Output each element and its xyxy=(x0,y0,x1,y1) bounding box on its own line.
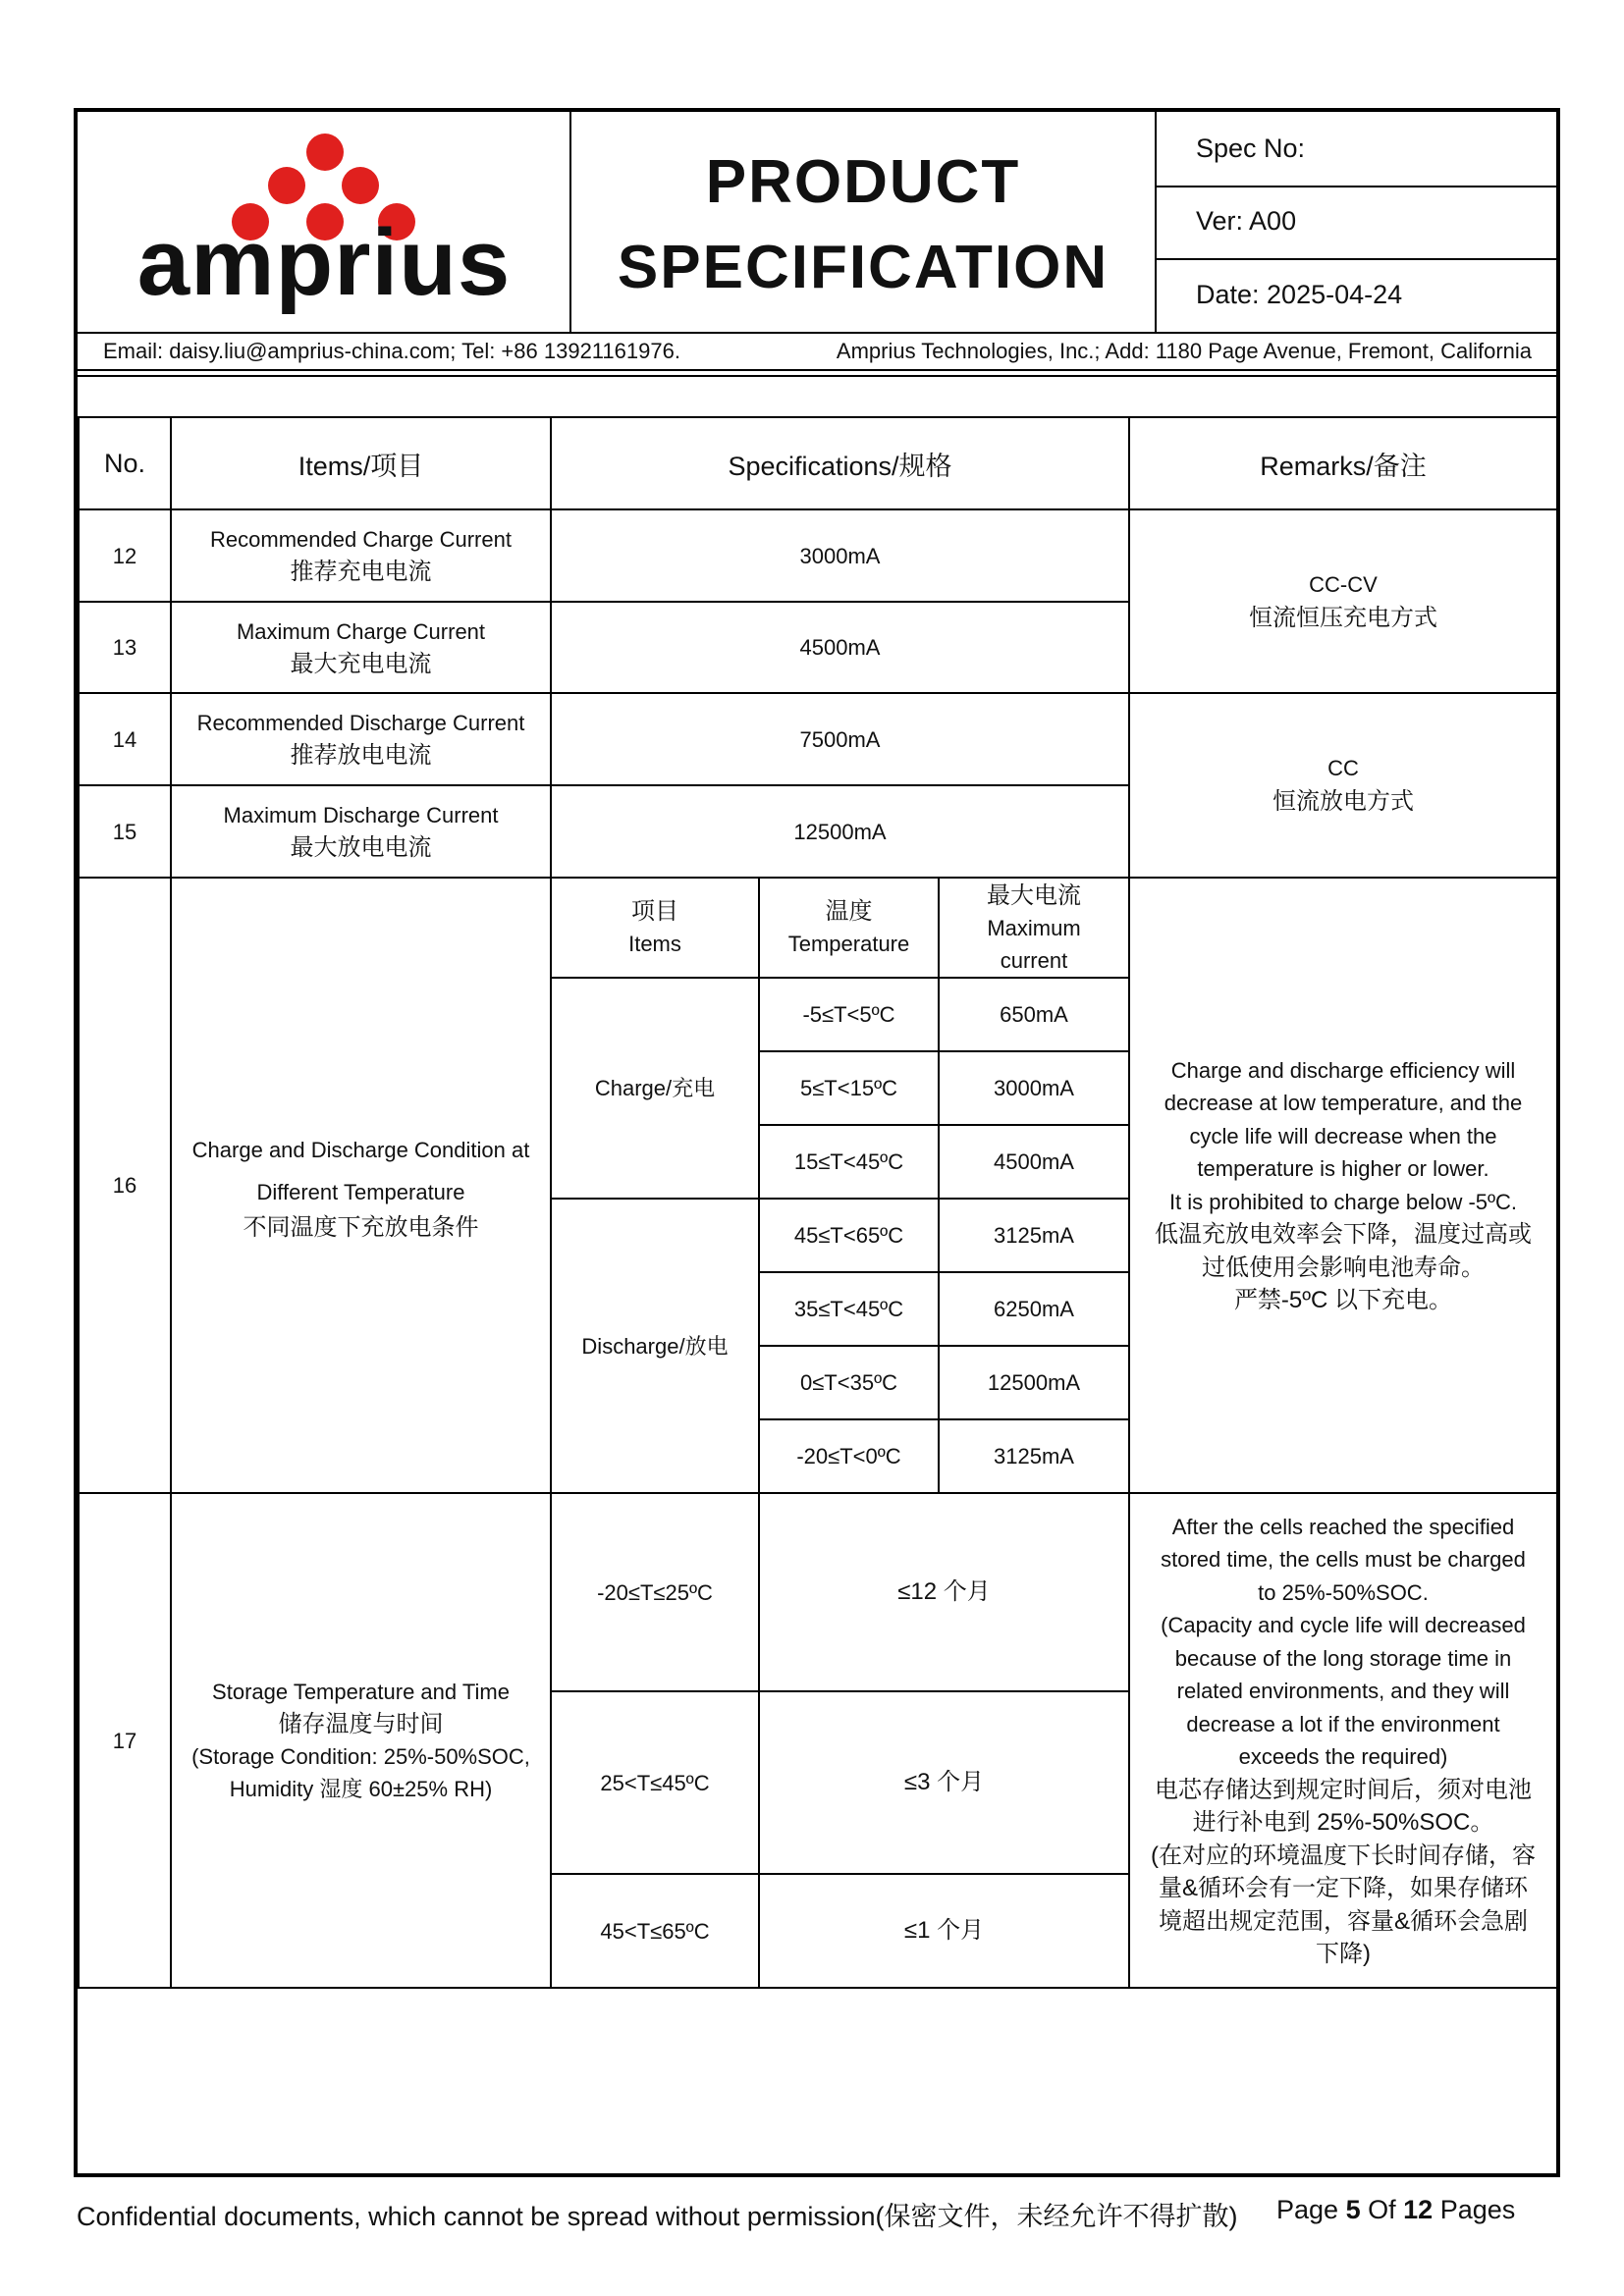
remark-line: to 25%-50%SOC. xyxy=(1258,1579,1429,1605)
remark-line: decrease a lot if the environment xyxy=(1186,1711,1500,1736)
current-cell: 3000mA xyxy=(994,1076,1074,1100)
spec-no: Spec No: xyxy=(1196,133,1306,163)
remark-line: 量&循环会有一定下降，如果存储环 xyxy=(1158,1875,1528,1901)
row-item-en: Maximum Charge Current xyxy=(236,618,486,644)
row-item-zh: 最大放电电流 xyxy=(290,834,432,861)
sub-header-max-current-en: Maximum xyxy=(987,915,1081,940)
temperature-cell: 45≤T<65ºC xyxy=(793,1223,904,1248)
remark-line: Charge and discharge efficiency will xyxy=(1170,1057,1516,1083)
row-item-en: Maximum Discharge Current xyxy=(223,803,499,828)
remark-line: 严禁-5ºC 以下充电。 xyxy=(1233,1287,1453,1313)
row-item xyxy=(172,510,550,601)
remark-line: exceeds the required) xyxy=(1238,1744,1448,1769)
row-spec: 7500mA xyxy=(799,726,881,752)
remark-line: 电芯存储达到规定时间后，须对电池 xyxy=(1155,1776,1532,1803)
confidential-notice: Confidential documents, which cannot be spread without permission(保密文件，未经允许不得扩散) xyxy=(77,2202,1238,2231)
temperature-cell: 5≤T<15ºC xyxy=(800,1076,897,1100)
row-item xyxy=(172,1494,550,1987)
storage-time-cell: ≤1 个月 xyxy=(903,1917,985,1944)
temperature-cell: 0≤T<35ºC xyxy=(800,1370,897,1395)
remark-charge-zh: 恒流恒压充电方式 xyxy=(1249,604,1437,631)
remark-discharge xyxy=(1130,694,1556,877)
doc-title-line1: PRODUCT xyxy=(705,147,1021,216)
row-item xyxy=(172,603,550,692)
col-header-remarks: Remarks/备注 xyxy=(1260,451,1427,481)
row-item-zh: 推荐充电电流 xyxy=(290,559,432,585)
row-item-en: Different Temperature xyxy=(256,1179,465,1204)
sub-header-items-en: Items xyxy=(628,932,681,956)
sub-header-max-current-en: current xyxy=(1000,947,1068,973)
row-item-en: Charge and Discharge Condition at xyxy=(191,1137,530,1162)
page-number xyxy=(1276,2195,1551,2234)
remark-line: related environments, and they will xyxy=(1176,1679,1510,1703)
temperature-cell: 15≤T<45ºC xyxy=(793,1149,904,1174)
current-cell: 12500mA xyxy=(987,1370,1081,1395)
discharge-label: Discharge/放电 xyxy=(581,1333,729,1359)
temperature-cell: -5≤T<5ºC xyxy=(802,1002,895,1027)
page-prefix: Page xyxy=(1276,2195,1339,2224)
row-item-en: Recommended Discharge Current xyxy=(196,711,525,735)
remark-line: cycle life will decrease when the xyxy=(1189,1123,1497,1148)
remark-line: (Capacity and cycle life will decreased xyxy=(1161,1613,1526,1637)
remark-line: It is prohibited to charge below -5ºC. xyxy=(1168,1189,1518,1214)
remark-line: (在对应的环境温度下长时间存储，容 xyxy=(1151,1842,1536,1869)
remark-line: stored time, the cells must be charged xyxy=(1161,1547,1526,1572)
charge-label: Charge/充电 xyxy=(594,1076,716,1100)
row-spec: 12500mA xyxy=(793,819,887,844)
page-total: 12 xyxy=(1403,2195,1434,2224)
remark-line: 进行补电到 25%-50%SOC。 xyxy=(1192,1809,1494,1836)
row-item-line: 储存温度与时间 xyxy=(278,1711,444,1737)
current-cell: 650mA xyxy=(1000,1002,1068,1027)
current-cell: 4500mA xyxy=(994,1149,1074,1174)
row-item-zh: 最大充电电流 xyxy=(290,650,432,677)
remark-charge-en: CC-CV xyxy=(1309,571,1378,597)
remark-discharge-zh: 恒流放电方式 xyxy=(1272,788,1414,815)
doc-title-line2: SPECIFICATION xyxy=(617,233,1110,301)
row-item-line: (Storage Condition: 25%-50%SOC, xyxy=(191,1744,530,1769)
sub-header-items xyxy=(552,879,758,977)
sub-header-max-current-zh: 最大电流 xyxy=(987,881,1081,909)
row-item xyxy=(172,694,550,784)
logo-wordmark: amprius xyxy=(136,210,512,315)
storage-temperature-cell: 45<T≤65ºC xyxy=(600,1918,710,1944)
row-no: 13 xyxy=(112,635,137,660)
row-item-en: Recommended Charge Current xyxy=(210,527,512,552)
remark-discharge-en: CC xyxy=(1327,756,1359,780)
temperature-cell: 35≤T<45ºC xyxy=(793,1297,904,1321)
col-header-items: Items/项目 xyxy=(298,451,424,481)
remark-line: 过低使用会影响电池寿命。 xyxy=(1202,1254,1485,1281)
sub-header-temperature xyxy=(760,879,938,977)
sub-header-temperature-zh: 温度 xyxy=(825,898,873,925)
sub-header-max-current xyxy=(940,879,1128,977)
remark-line: 境超出规定范围，容量&循环会急剧 xyxy=(1158,1907,1528,1935)
version: Ver: A00 xyxy=(1196,206,1297,236)
row-item xyxy=(172,786,550,877)
temperature-cell: -20≤T<0ºC xyxy=(796,1444,901,1468)
storage-time-cell: ≤3 个月 xyxy=(903,1769,985,1795)
remark-line: After the cells reached the specified xyxy=(1171,1514,1515,1539)
row-item-line: Humidity 湿度 60±25% RH) xyxy=(229,1777,493,1801)
storage-time-cell: ≤12 个月 xyxy=(897,1578,991,1605)
row-spec: 3000mA xyxy=(799,543,881,568)
page-of: Of xyxy=(1368,2195,1396,2224)
remark-line: 低温充放电效率会下降，温度过高或 xyxy=(1155,1221,1532,1248)
remark-storage xyxy=(1130,1494,1556,1987)
row-item xyxy=(172,879,550,1492)
remark-line: temperature is higher or lower. xyxy=(1197,1156,1489,1181)
current-cell: 3125mA xyxy=(994,1444,1074,1468)
current-cell: 6250mA xyxy=(994,1297,1074,1321)
page-suffix: Pages xyxy=(1439,2195,1516,2224)
col-header-specifications: Specifications/规格 xyxy=(728,451,952,481)
row-no: 15 xyxy=(112,819,137,844)
row-no: 16 xyxy=(112,1173,137,1198)
date: Date: 2025-04-24 xyxy=(1196,280,1403,309)
current-cell: 3125mA xyxy=(994,1223,1074,1248)
storage-temperature-cell: -20≤T≤25ºC xyxy=(597,1579,713,1605)
remark-line: 下降) xyxy=(1316,1941,1371,1967)
contact-email: Email: daisy.liu@amprius-china.com; Tel: +86 13921161976. xyxy=(103,339,680,363)
remark-line: because of the long storage time in xyxy=(1174,1645,1512,1671)
col-header-no: No. xyxy=(103,448,146,478)
row-no: 12 xyxy=(112,543,137,568)
row-item-line: Storage Temperature and Time xyxy=(212,1680,510,1704)
page-current: 5 xyxy=(1345,2195,1361,2224)
row-spec: 4500mA xyxy=(799,635,881,660)
company-address: Amprius Technologies, Inc.; Add: 1180 Page Avenue, Fremont, California xyxy=(836,339,1532,363)
remark-temperature-conditions xyxy=(1130,879,1556,1492)
row-item-zh: 推荐放电电流 xyxy=(290,742,432,769)
remark-charge xyxy=(1130,510,1556,692)
storage-temperature-cell: 25<T≤45ºC xyxy=(600,1770,710,1795)
sub-header-items-zh: 项目 xyxy=(631,898,678,925)
row-no: 14 xyxy=(112,726,137,752)
row-item-zh: 不同温度下充放电条件 xyxy=(243,1213,479,1241)
row-no: 17 xyxy=(112,1728,137,1753)
sub-header-temperature-en: Temperature xyxy=(787,932,910,956)
remark-line: decrease at low temperature, and the xyxy=(1164,1091,1523,1115)
